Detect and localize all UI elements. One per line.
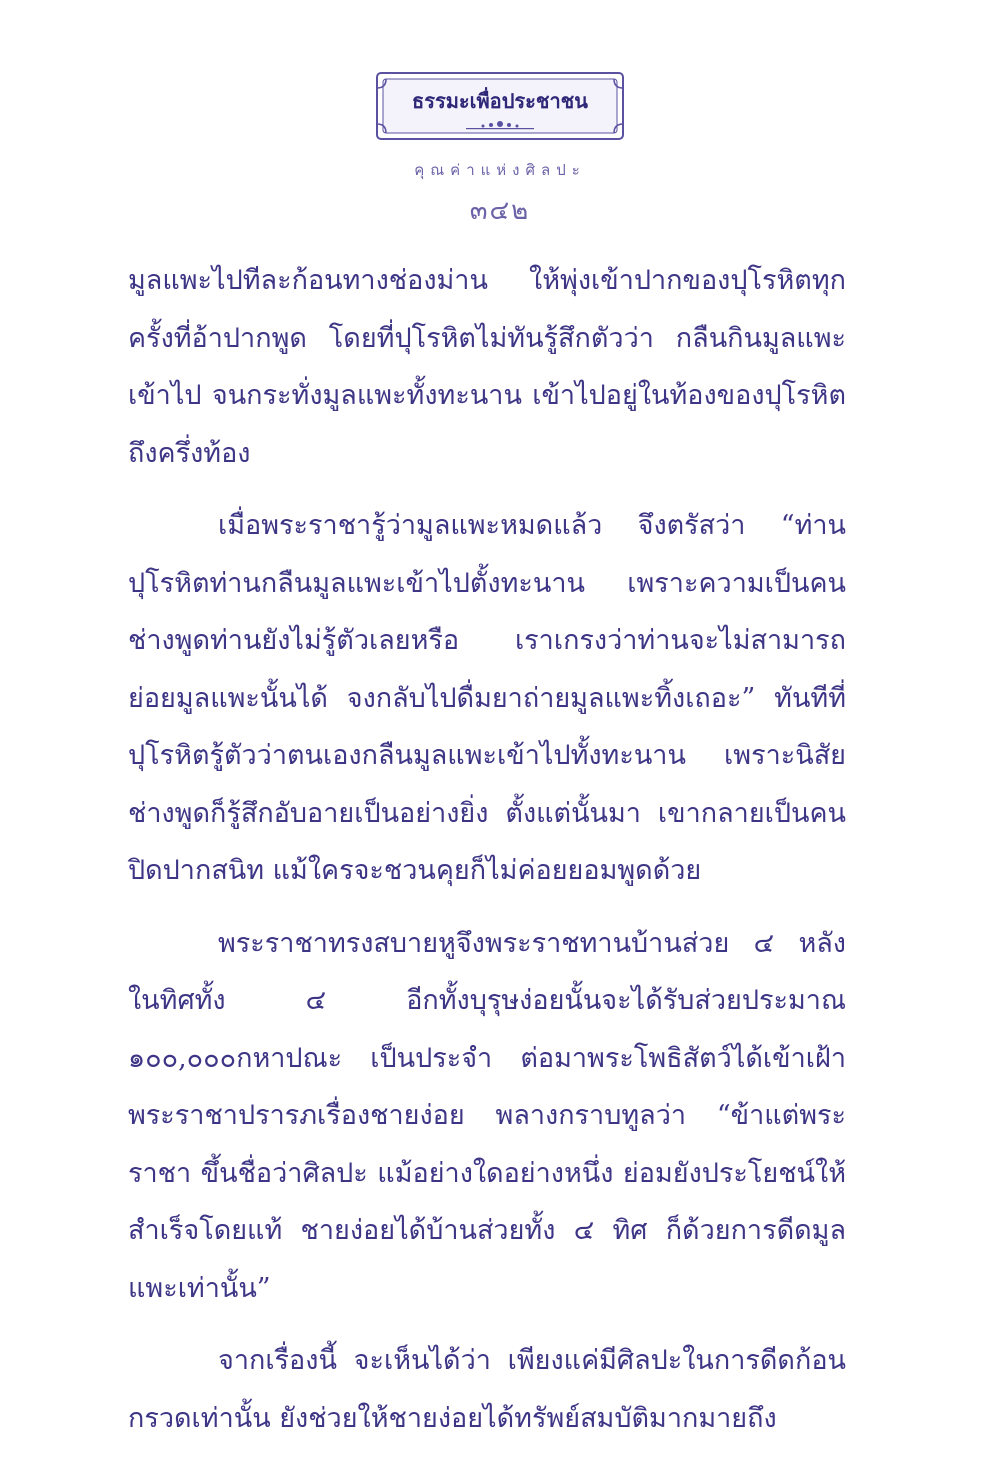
logo-text: ธรรมะเพื่อประชาชน (412, 89, 588, 113)
body-text (128, 252, 846, 1462)
paragraph-2: เมื่อพระราชารู้ว่ามูลแพะหมดแล้ว จึงตรัสว่า “ท่านปุโรหิตท่านกลืนมูลแพะเข้าไปตั้งทะนาน เพราะความเป็นคนช่างพูดท่านยังไม่รู้ตัวเลยหรือ เราเกรงว่าท่านจะไม่สามารถย่อยมูลแพะนั้นได้ จงกลับไปดื่มยาถ่ายมูลแพะทิ้งเถอะ” ทันทีที่ปุโรหิตรู้ตัวว่าตนเองกลืนมูลแพะเข้าไปทั้งทะนาน เพราะนิสัยช่างพูดก็รู้สึกอับอายเป็นอย่างยิ่ง ตั้งแต่นั้นมา เขากลายเป็นคนปิดปากสนิท แม้ใครจะชวนคุยก็ไม่ค่อยยอมพูดด้วย (128, 510, 846, 886)
section-subtitle: คุณค่าแห่งศิลปะ (414, 161, 586, 179)
page-header (0, 70, 1000, 231)
paragraph-1: มูลแพะไปทีละก้อนทางช่องม่าน ให้พุ่งเข้าปากของปุโรหิตทุกครั้งที่อ้าปากพูด โดยที่ปุโรหิตไม่ทันรู้สึกตัวว่า กลืนกินมูลแพะเข้าไป จนกระทั่งมูลแพะทั้งทะนาน เข้าไปอยู่ในท้องของปุโรหิตถึงครึ่งท้อง (128, 265, 846, 469)
book-title-logo (374, 70, 626, 152)
paragraph-3: พระราชาทรงสบายหูจึงพระราชทานบ้านส่วย ๔ หลังในทิศทั้ง ๔ อีกทั้งบุรุษง่อยนั้นจะได้รับส่วยประมาณ ๑๐๐,๐๐๐กหาปณะ เป็นประจำ ต่อมาพระโพธิสัตว์ได้เข้าเฝ้าพระราชาปรารภเรื่องชายง่อย พลางกราบทูลว่า “ข้าแต่พระราชา ขึ้นชื่อว่าศิลปะ แม้อย่างใดอย่างหนึ่ง ย่อมยังประโยชน์ให้สำเร็จโดยแท้ ชายง่อยได้บ้านส่วยทั้ง ๔ ทิศ ก็ด้วยการดีดมูลแพะเท่านั้น” (128, 927, 846, 1304)
paragraph-4: จากเรื่องนี้ จะเห็นได้ว่า เพียงแค่มีศิลปะในการดีดก้อนกรวดเท่านั้น ยังช่วยให้ชายง่อยได้ทรัพย์สมบัติมากมายถึง (128, 1345, 846, 1434)
page-number: ๓๔๒ (469, 196, 531, 226)
